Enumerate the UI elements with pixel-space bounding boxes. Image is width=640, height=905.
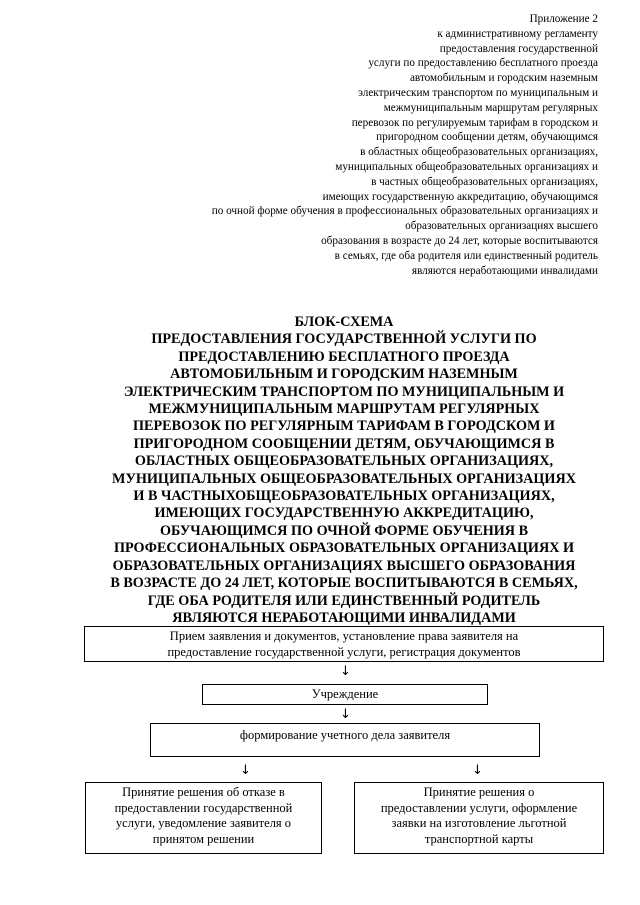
arrow-down-icon: ↓ <box>240 763 251 778</box>
arrow-down-icon: ↓ <box>340 707 351 722</box>
step-case-file-box <box>150 723 540 757</box>
title-line: ОБУЧАЮЩИМСЯ ПО ОЧНОЙ ФОРМЕ ОБУЧЕНИЯ В <box>159 522 529 539</box>
appendix-line: являются неработающими инвалидами <box>411 264 598 277</box>
appendix-line: в частных общеобразовательных организациях, <box>371 175 598 188</box>
box-line: Учреждение <box>311 687 379 701</box>
title-line: ЭЛЕКТРИЧЕСКИМ ТРАНСПОРТОМ ПО МУНИЦИПАЛЬНЫМ И <box>123 383 565 400</box>
box-line: Принятие решения о <box>423 785 535 799</box>
title-line: И В ЧАСТНЫХОБЩЕОБРАЗОВАТЕЛЬНЫХ ОРГАНИЗАЦИЯХ, <box>133 488 555 505</box>
title-line: В ВОЗРАСТЕ ДО 24 ЛЕТ, КОТОРЫЕ ВОСПИТЫВАЮТСЯ В СЕМЬЯХ, <box>110 575 578 592</box>
title-line: ПЕРЕВОЗОК ПО РЕГУЛЯРНЫМ ТАРИФАМ В ГОРОДСКОМ И <box>133 418 555 435</box>
title-line: ОБРАЗОВАТЕЛЬНЫХ ОРГАНИЗАЦИЯХ ВЫСШЕГО ОБРАЗОВАНИЯ <box>112 557 576 574</box>
appendix-line: образовательных организациях высшего <box>405 220 598 233</box>
appendix-line: образования в возрасте до 24 лет, которые воспитываются <box>321 234 598 247</box>
appendix-line: имеющих государственную аккредитацию, обучающимся <box>322 190 598 203</box>
appendix-line: автомобильным и городским наземным <box>409 72 598 85</box>
arrow-down-icon: ↓ <box>472 763 483 778</box>
appendix-line: в областных общеобразовательных организациях, <box>360 146 598 159</box>
box-line: предоставлении государственной <box>114 800 293 815</box>
title-line: ОБЛАСТНЫХ ОБЩЕОБРАЗОВАТЕЛЬНЫХ ОРГАНИЗАЦИЯХ, <box>134 453 554 470</box>
appendix-header <box>120 12 598 278</box>
flowchart-title <box>84 314 604 627</box>
appendix-line: предоставления государственной <box>439 42 598 55</box>
title-line: ПРЕДОСТАВЛЕНИЮ БЕСПЛАТНОГО ПРОЕЗДА <box>178 348 510 365</box>
box-line: предоставление государственной услуги, регистрация документов <box>167 644 521 659</box>
box-line: Прием заявления и документов, установление права заявителя на <box>169 629 519 643</box>
box-line: услуги, уведомление заявителя о <box>115 816 292 831</box>
title-line: МЕЖМУНИЦИПАЛЬНЫМ МАРШРУТАМ РЕГУЛЯРНЫХ <box>148 401 540 418</box>
box-line: Принятие решения об отказе в <box>122 785 285 799</box>
title-line: ГДЕ ОБА РОДИТЕЛЯ ИЛИ ЕДИНСТВЕННЫЙ РОДИТЕЛЬ <box>147 592 541 609</box>
appendix-line: услуги по предоставлению бесплатного проезда <box>368 57 598 70</box>
box-line: предоставлении услуги, оформление <box>380 800 578 815</box>
box-line: принятом решении <box>152 831 255 846</box>
appendix-line: Приложение 2 <box>529 13 598 25</box>
appendix-line: электрическим транспортом по муниципальным и <box>358 86 598 99</box>
step-approval-decision-box <box>354 782 604 854</box>
appendix-line: пригородном сообщении детям, обучающимся <box>376 131 598 144</box>
box-line: заявки на изготовление льготной <box>391 816 567 831</box>
appendix-line: перевозок по регулируемым тарифам в городском и <box>351 116 598 129</box>
step-application-intake-box <box>84 626 604 662</box>
appendix-line: к административному регламенту <box>437 27 598 40</box>
box-line: транспортной карты <box>424 831 534 846</box>
appendix-line: по очной форме обучения в профессиональных образовательных организациях и <box>211 205 598 218</box>
appendix-line: межмуниципальным маршрутам регулярных <box>383 101 598 114</box>
title-line: АВТОМОБИЛЬНЫМ И ГОРОДСКИМ НАЗЕМНЫМ <box>170 366 518 383</box>
appendix-line: муниципальных общеобразовательных организациях и <box>335 160 598 173</box>
title-line: ИМЕЮЩИХ ГОСУДАРСТВЕННУЮ АККРЕДИТАЦИЮ, <box>154 505 534 522</box>
title-line: БЛОК-СХЕМА <box>294 314 394 330</box>
title-line: ЯВЛЯЮТСЯ НЕРАБОТАЮЩИМИ ИНВАЛИДАМИ <box>172 609 516 626</box>
title-line: ПРОФЕССИОНАЛЬНЫХ ОБРАЗОВАТЕЛЬНЫХ ОРГАНИЗАЦИЯХ И <box>113 540 575 557</box>
title-line: ПРЕДОСТАВЛЕНИЯ ГОСУДАРСТВЕННОЙ УСЛУГИ ПО <box>151 331 537 348</box>
arrow-down-icon: ↓ <box>340 664 351 679</box>
appendix-line: в семьях, где оба родителя или единственный родитель <box>334 249 598 262</box>
title-line: ПРИГОРОДНОМ СООБЩЕНИИ ДЕТЯМ, ОБУЧАЮЩИМСЯ В <box>133 435 555 452</box>
step-institution-box <box>202 684 488 705</box>
box-line: формирование учетного дела заявителя <box>239 728 451 742</box>
title-line: МУНИЦИПАЛЬНЫХ ОБЩЕОБРАЗОВАТЕЛЬНЫХ ОРГАНИЗАЦИЯХ <box>112 470 576 487</box>
step-refusal-decision-box <box>85 782 322 854</box>
